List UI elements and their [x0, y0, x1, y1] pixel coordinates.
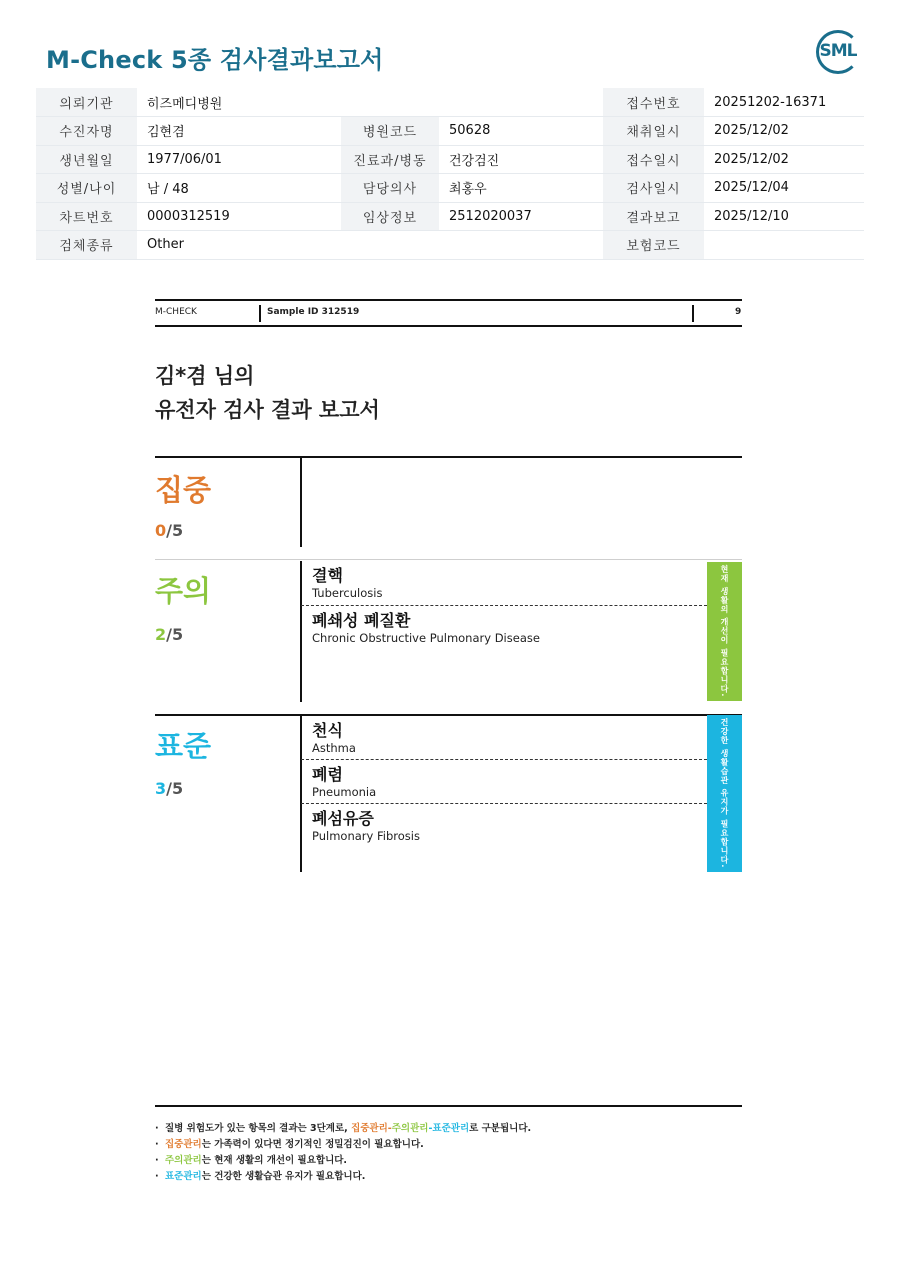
info-label: 검사일시	[603, 174, 704, 203]
section-vline	[300, 561, 302, 702]
item-divider	[301, 803, 707, 804]
info-row	[36, 88, 864, 117]
info-value: 2512020037	[439, 202, 603, 231]
info-label: 담당의사	[341, 174, 439, 203]
section-rule	[155, 714, 742, 716]
info-row	[36, 202, 864, 231]
info-label: 채취일시	[603, 117, 704, 146]
note-text: 는 현재 생활의 개선이 필요합니다.	[201, 1155, 348, 1166]
info-label: 성별/나이	[36, 174, 137, 203]
info-label: 차트번호	[36, 202, 137, 231]
bullet: ·	[155, 1155, 159, 1166]
item-title-ko: 결핵	[312, 566, 343, 585]
info-label: 임상정보	[341, 202, 439, 231]
info-value: 히즈메디병원	[137, 88, 341, 117]
page-header-separator	[692, 305, 694, 322]
info-label: 접수번호	[603, 88, 704, 117]
section-caution	[155, 561, 742, 702]
section-count-caution	[155, 625, 183, 644]
section-vline	[300, 456, 302, 547]
std-label: 표준관리	[165, 1171, 202, 1182]
page-header-bottom-rule	[155, 325, 742, 327]
note-text: 는 건강한 생활습관 유지가 필요합니다.	[201, 1171, 366, 1182]
page-header-sample-id: Sample ID 312519	[267, 307, 360, 317]
item-title-en: Pneumonia	[312, 785, 377, 799]
greeting-line-2: 유전자 검사 결과 보고서	[155, 398, 380, 422]
info-value: 2025/12/04	[704, 174, 864, 203]
report-page	[155, 299, 742, 1199]
footer-notes	[155, 1121, 531, 1185]
dash: -	[428, 1123, 433, 1134]
info-label: 결과보고	[603, 202, 704, 231]
note-line-2	[155, 1137, 531, 1153]
risk-item-copd	[312, 611, 704, 646]
item-divider	[301, 759, 707, 760]
info-value: 50628	[439, 117, 603, 146]
info-row	[36, 117, 864, 146]
standard-sidebar	[707, 715, 742, 872]
note-line-4	[155, 1169, 531, 1185]
section-count-standard	[155, 779, 183, 798]
greeting-line-1: 김*겸 님의	[155, 364, 255, 388]
report-greeting	[155, 359, 380, 427]
info-label: 생년월일	[36, 145, 137, 174]
info-value: 1977/06/01	[137, 145, 341, 174]
note-text: 질병 위험도가 있는 항목의 결과는 3단계로,	[165, 1123, 352, 1134]
section-standard	[155, 714, 742, 872]
info-value: 김현겸	[137, 117, 341, 146]
info-value: 2025/12/02	[704, 117, 864, 146]
note-text: 는 가족력이 있다면 정기적인 정밀검진이 필요합니다.	[201, 1139, 424, 1150]
count-value: 3	[155, 779, 167, 798]
page-number: 9	[735, 307, 742, 317]
note-text: 로 구분됩니다.	[469, 1123, 532, 1134]
info-label: 수진자명	[36, 117, 137, 146]
section-rule	[155, 456, 742, 458]
caution-side-text: 현재 생활의 개선이 필요합니다.	[720, 565, 729, 698]
info-value: 건강검진	[439, 145, 603, 174]
page-header-separator	[259, 305, 261, 322]
focus-label: 집중관리	[351, 1123, 388, 1134]
section-title-standard: 표준	[155, 729, 212, 763]
caution-label: 주의관리	[391, 1123, 429, 1134]
info-row	[36, 145, 864, 174]
patient-info-table	[36, 88, 864, 260]
note-line-1	[155, 1121, 531, 1137]
info-value: 최홍우	[439, 174, 603, 203]
bullet: ·	[155, 1139, 159, 1150]
info-label: 진료과/병동	[341, 145, 439, 174]
item-title-ko: 폐렴	[312, 765, 343, 784]
section-title-focus: 집중	[155, 473, 212, 507]
bullet: ·	[155, 1123, 159, 1134]
info-row	[36, 174, 864, 203]
dash: -	[387, 1123, 392, 1134]
section-title-caution: 주의	[155, 574, 212, 608]
report-title: M-Check 5종 검사결과보고서	[46, 46, 384, 74]
item-title-ko: 천식	[312, 721, 343, 740]
logo-text: SML	[819, 41, 857, 61]
section-divider	[155, 559, 742, 560]
info-label: 의뢰기관	[36, 88, 137, 117]
focus-label: 집중관리	[165, 1139, 202, 1150]
standard-side-text: 건강한 생활습관 유지가 필요합니다.	[720, 718, 729, 869]
info-value: 0000312519	[137, 202, 341, 231]
info-label	[341, 231, 439, 260]
info-value: 2025/12/02	[704, 145, 864, 174]
info-label: 접수일시	[603, 145, 704, 174]
item-title-ko: 폐쇄성 폐질환	[312, 611, 411, 630]
count-total: /5	[166, 779, 184, 798]
item-title-en: Chronic Obstructive Pulmonary Disease	[312, 631, 540, 645]
risk-item-pulmonary-fibrosis	[312, 809, 704, 844]
info-value	[439, 231, 603, 260]
item-title-en: Tuberculosis	[312, 586, 383, 600]
risk-item-asthma	[312, 721, 704, 756]
info-value: Other	[137, 231, 341, 260]
item-title-en: Pulmonary Fibrosis	[312, 829, 420, 843]
info-value: 2025/12/10	[704, 202, 864, 231]
item-title-ko: 폐섬유증	[312, 809, 374, 828]
info-label	[341, 88, 439, 117]
info-label: 보험코드	[603, 231, 704, 260]
page-header-brand: M-CHECK	[155, 307, 197, 317]
section-count-focus	[155, 521, 183, 540]
item-title-en: Asthma	[312, 741, 356, 755]
section-focus	[155, 456, 742, 547]
info-label: 병원코드	[341, 117, 439, 146]
caution-label: 주의관리	[165, 1155, 202, 1166]
caution-sidebar	[707, 562, 742, 701]
risk-item-pneumonia	[312, 765, 704, 800]
count-value: 0	[155, 521, 167, 540]
std-label: 표준관리	[432, 1123, 470, 1134]
info-label: 검체종류	[36, 231, 137, 260]
info-value: 남 / 48	[137, 174, 341, 203]
risk-item-tuberculosis	[312, 566, 704, 601]
bullet: ·	[155, 1171, 159, 1182]
count-total: /5	[166, 625, 184, 644]
sml-logo	[814, 30, 862, 76]
page-header-top-rule	[155, 299, 742, 301]
count-value: 2	[155, 625, 167, 644]
section-vline	[300, 714, 302, 872]
count-total: /5	[166, 521, 184, 540]
info-value	[439, 88, 603, 117]
note-line-3	[155, 1153, 531, 1169]
footer-rule	[155, 1105, 742, 1107]
item-divider	[301, 605, 707, 606]
info-value: 20251202-16371	[704, 88, 864, 117]
info-value	[704, 231, 864, 260]
info-row	[36, 231, 864, 260]
